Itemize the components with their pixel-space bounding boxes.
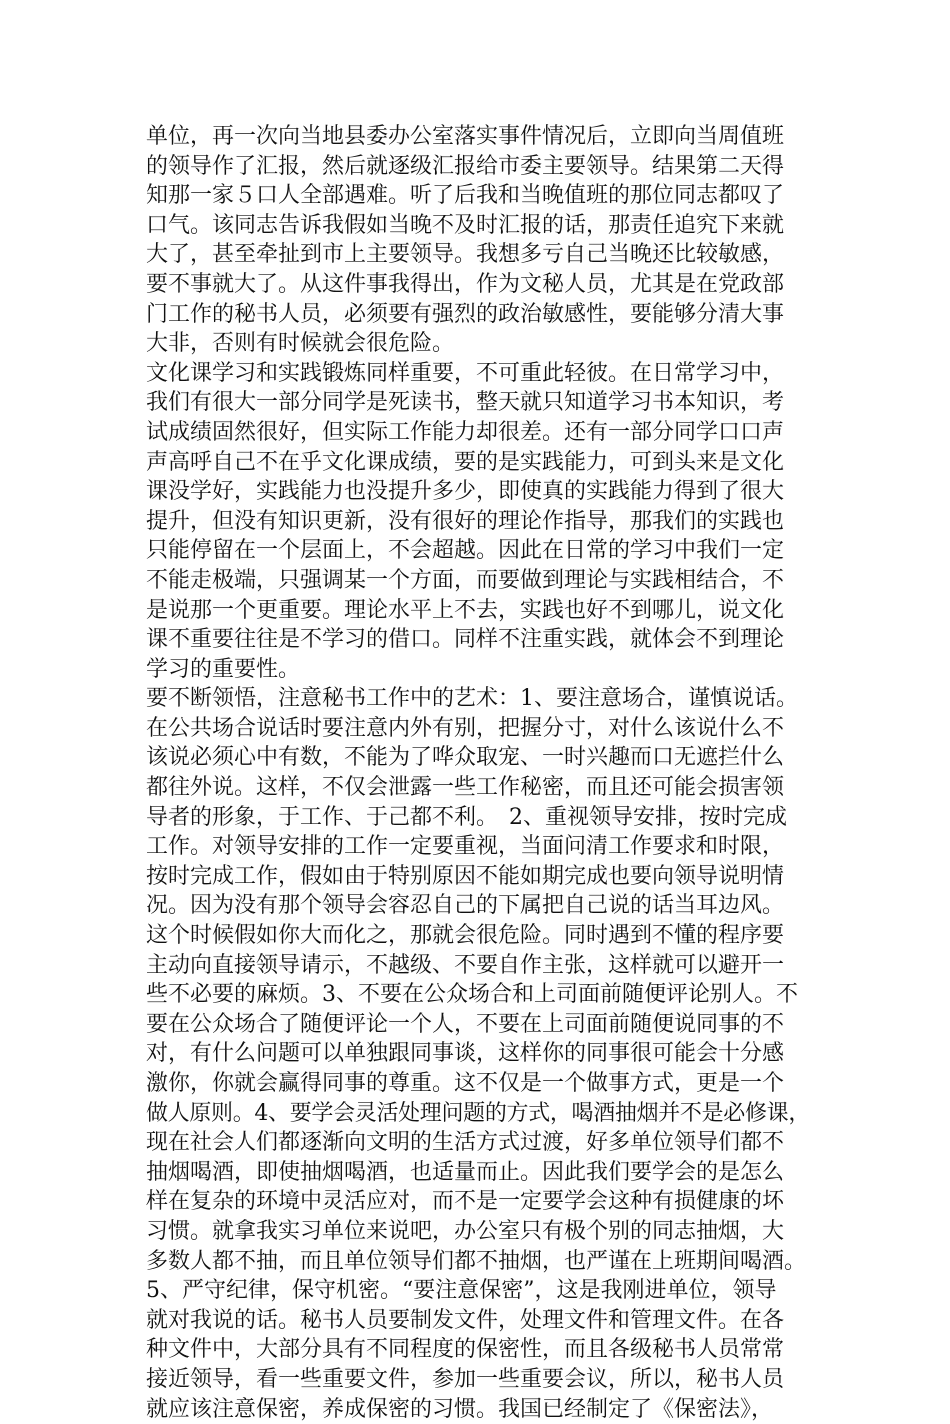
- text-line: 我们有很大一部分同学是死读书，整天就只知道学习书本知识，考: [146, 390, 785, 416]
- text-line: 要在公众场合了随便评论一个人，不要在上司面前随便说同事的不: [146, 1011, 785, 1037]
- text-line: 激你，你就会赢得同事的尊重。这不仅是一个做事方式，更是一个: [146, 1071, 785, 1096]
- text-line: 是说那一个更重要。理论水平上不去，实践也好不到哪儿，说文化: [146, 597, 785, 623]
- text-line: 试成绩固然很好，但实际工作能力却很差。还有一部分同学口口声: [146, 419, 785, 445]
- text-line: 5、严守纪律，保守机密。“要注意保密”，这是我刚进单位，领导: [146, 1278, 777, 1304]
- text-line: 只能停留在一个层面上，不会超越。因此在日常的学习中我们一定: [146, 538, 785, 564]
- text-line: 单位，再一次向当地县委办公室落实事件情况后，立即向当周值班: [146, 124, 785, 149]
- text-line: 接近领导，看一些重要文件，参加一些重要会议，所以，秘书人员: [146, 1366, 785, 1392]
- text-line: 多数人都不抽，而且单位领导们都不抽烟，也严谨在上班期间喝酒。: [146, 1248, 807, 1274]
- text-line: 样在复杂的环境中灵活应对，而不是一定要学会这种有损健康的坏: [146, 1189, 785, 1215]
- text-line: 对，有什么问题可以单独跟同事谈，这样你的同事很可能会十分感: [146, 1041, 785, 1067]
- paragraph: [146, 122, 810, 359]
- text-line: 要不事就大了。从这件事我得出，作为文秘人员，尤其是在党政部: [146, 271, 785, 297]
- text-line: 不能走极端，只强调某一个方面，而要做到理论与实践相结合，不: [146, 567, 785, 593]
- text-line: 学习的重要性。: [146, 656, 301, 682]
- text-line: 都往外说。这样，不仅会泄露一些工作秘密，而且还可能会损害领: [146, 775, 785, 801]
- text-line: 工作。对领导安排的工作一定要重视，当面问清工作要求和时限，: [146, 834, 785, 860]
- text-line: 就对我说的话。秘书人员要制发文件，处理文件和管理文件。在各: [146, 1307, 785, 1333]
- paragraph: [146, 359, 810, 685]
- text-line: 声高呼自己不在乎文化课成绩，要的是实践能力，可到头来是文化: [146, 449, 785, 475]
- text-line: 提升，但没有知识更新，没有很好的理论作指导，那我们的实践也: [146, 508, 785, 534]
- text-line: 大了，甚至牵扯到市上主要领导。我想多亏自己当晚还比较敏感，: [146, 242, 785, 268]
- text-line: 抽烟喝酒，即使抽烟喝酒，也适量而止。因此我们要学会的是怎么: [146, 1159, 785, 1185]
- text-line: 门工作的秘书人员，必须要有强烈的政治敏感性，要能够分清大事: [146, 301, 785, 327]
- text-line: 知那一家５口人全部遇难。听了后我和当晚值班的那位同志都叹了: [146, 183, 785, 209]
- text-line: 在公共场合说话时要注意内外有别，把握分寸，对什么该说什么不: [146, 715, 785, 741]
- text-line: 况。因为没有那个领导会容忍自己的下属把自己说的话当耳边风。: [146, 893, 785, 919]
- text-line: 要不断领悟，注意秘书工作中的艺术：1、要注意场合，谨慎说话。: [146, 686, 798, 712]
- text-line: 大非，否则有时候就会很危险。: [146, 331, 455, 357]
- text-line: 该说必须心中有数，不能为了哗众取宠、一时兴趣而口无遮拦什么: [146, 745, 785, 771]
- text-line: 些不必要的麻烦。3、不要在公众场合和上司面前随便评论别人。不: [146, 982, 798, 1008]
- text-line: 做人原则。4、要学会灵活处理问题的方式，喝酒抽烟并不是必修课，: [146, 1100, 810, 1126]
- document-body: [146, 122, 810, 1424]
- text-line: 口气。该同志告诉我假如当晚不及时汇报的话，那责任追究下来就: [146, 212, 785, 238]
- text-line: 按时完成工作，假如由于特别原因不能如期完成也要向领导说明情: [146, 863, 785, 889]
- text-line: 这个时候假如你大而化之，那就会很危险。同时遇到不懂的程序要: [146, 923, 785, 949]
- text-line: 就应该注意保密，养成保密的习惯。我国已经制定了《保密法》，: [146, 1396, 774, 1422]
- text-line: 文化课学习和实践锻炼同样重要，不可重此轻彼。在日常学习中，: [146, 360, 785, 386]
- text-line: 的领导作了汇报，然后就逐级汇报给市委主要领导。结果第二天得: [146, 153, 785, 179]
- text-line: 种文件中，大部分具有不同程度的保密性，而且各级秘书人员常常: [146, 1337, 785, 1363]
- paragraph: [146, 684, 810, 1424]
- text-line: 主动向直接领导请示，不越级、不要自作主张，这样就可以避开一: [146, 952, 785, 978]
- text-line: 导者的形象，于工作、于己都不利。 2、重视领导安排，按时完成: [146, 804, 787, 830]
- text-line: 现在社会人们都逐渐向文明的生活方式过渡，好多单位领导们都不: [146, 1130, 785, 1156]
- text-line: 课没学好，实践能力也没提升多少，即使真的实践能力得到了很大: [146, 479, 785, 505]
- text-line: 习惯。就拿我实习单位来说吧，办公室只有极个别的同志抽烟，大: [146, 1218, 785, 1244]
- text-line: 课不重要往往是不学习的借口。同样不注重实践，就体会不到理论: [146, 627, 785, 653]
